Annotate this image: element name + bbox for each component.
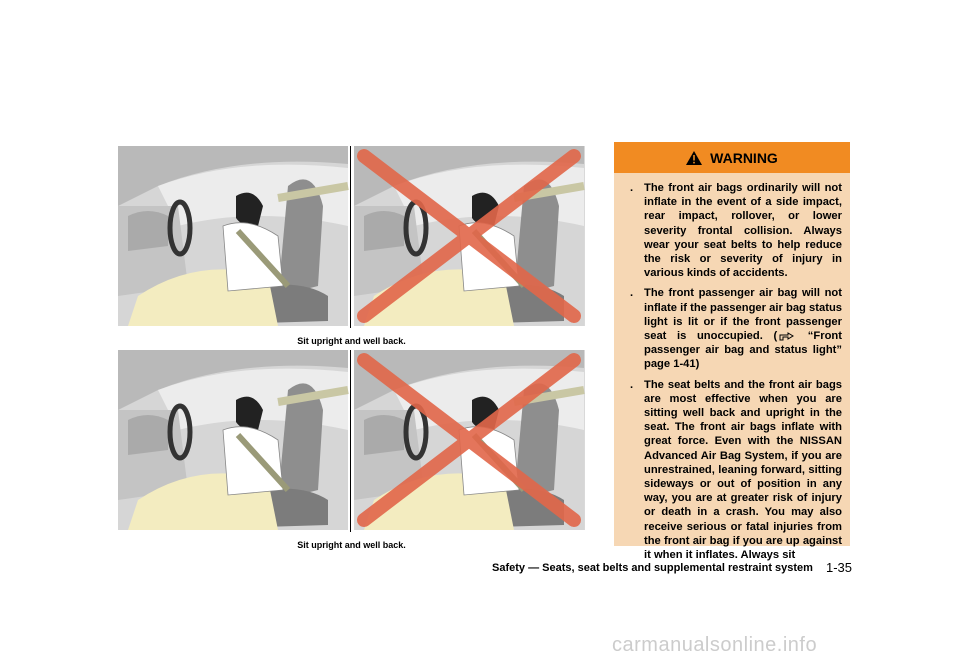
illustration-incorrect-top-drawing: [354, 146, 585, 326]
watermark: carmanualsonline.info: [612, 634, 818, 656]
warning-item: [622, 378, 842, 563]
bullet: .: [630, 182, 634, 194]
warning-item: [622, 286, 842, 371]
warning-item-text: The seat belts and the front air bags are most effective when you are sitting well back and upright in the seat. The front air bags inflate with great force. Even with the NISSAN Advanced Air Bag System, if you are unrestrained, leaning forward, sitting sideways or out of position in any way, you are at greater risk of injury or death in a crash. You may also receive serious or fatal injuries from the front air bag if you are up against it when it inflates. Always sit: [644, 378, 842, 562]
warning-header: [614, 142, 850, 173]
warning-box: [614, 142, 850, 562]
bullet: .: [630, 287, 634, 300]
warning-list: [614, 173, 850, 562]
illustration-correct-top: [118, 146, 348, 326]
warning-item-text: The front air bags ordinarily will not inflate in the event of a side impact, rear impact, rollover, or lower severity frontal collision. Always wear your seat belts to help reduce the risk or severity of injury in various kinds of accidents.: [644, 182, 842, 280]
illustration-incorrect-top: [354, 146, 585, 326]
divider-bottom: [350, 350, 351, 532]
warning-item-text-reference: “Front passenger air bag and status light” page 1-41): [644, 330, 842, 371]
warning-item-text: The front passenger air bag will not inflate if the passenger air bag status light is lit or if the front passenger seat is unoccupied. (: [644, 287, 842, 343]
warning-triangle-icon: [686, 151, 702, 165]
illustration-incorrect-bottom-drawing: [354, 350, 585, 530]
illustration-incorrect-bottom: [354, 350, 585, 530]
illustration-correct-top-drawing: [118, 146, 348, 326]
illustration-correct-bottom-drawing: [118, 350, 348, 530]
illustration-correct-bottom: [118, 350, 348, 530]
footer-section-title: Safety — Seats, seat belts and supplemental restraint system: [492, 562, 813, 574]
caption-top: Sit upright and well back.: [297, 336, 406, 346]
warning-title: WARNING: [710, 149, 778, 166]
divider-top: [350, 146, 351, 328]
page-number: 1-35: [826, 560, 853, 575]
caption-bottom: Sit upright and well back.: [297, 540, 406, 550]
pointing-hand-icon: [779, 330, 795, 342]
bullet: .: [630, 378, 634, 391]
warning-item: [622, 181, 842, 280]
